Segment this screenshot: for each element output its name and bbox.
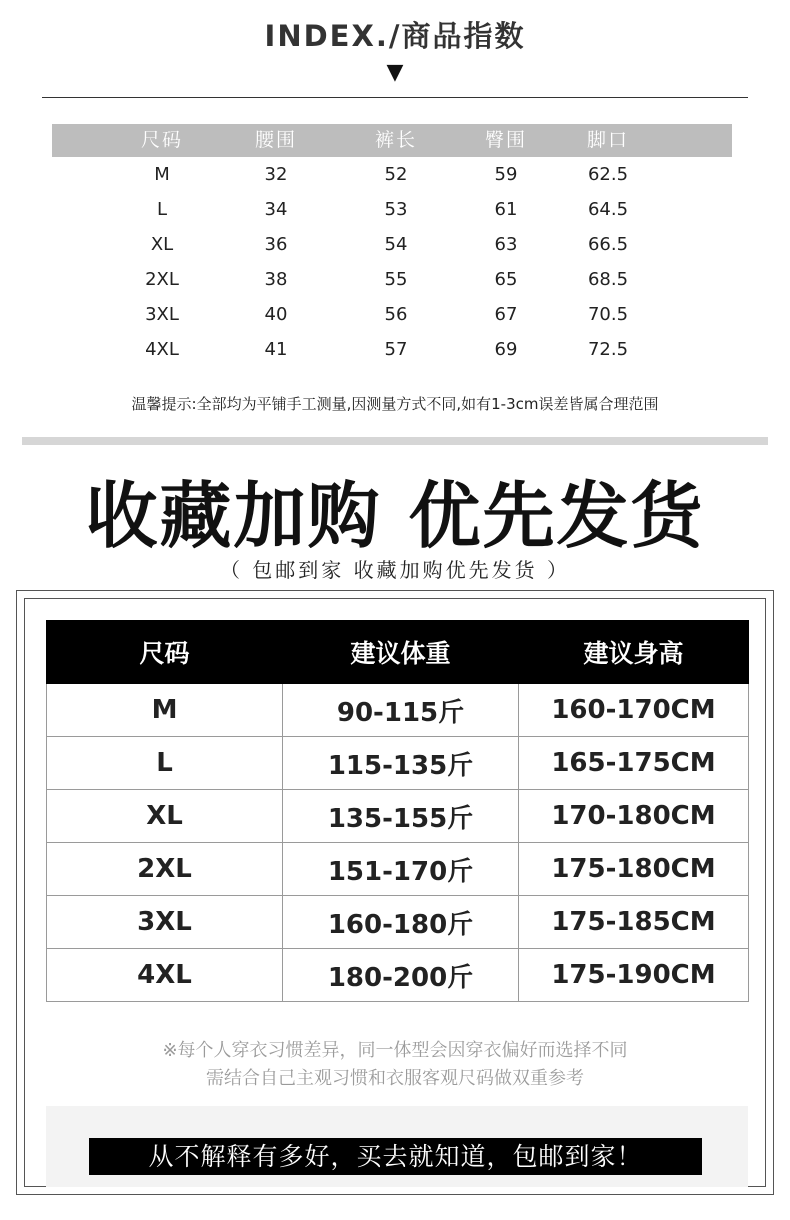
table-cell: 70.5: [587, 304, 629, 325]
table-cell: XL: [150, 234, 174, 255]
table-row: [52, 157, 732, 192]
table-cell: 55: [384, 269, 408, 290]
promo-subtitle: （ 包邮到家 收藏加购优先发货 ）: [219, 558, 571, 582]
table-row: [47, 949, 749, 1002]
header-cell-hip: 臀围: [484, 129, 528, 151]
table-cell: 57: [384, 339, 408, 360]
table-row: [52, 262, 732, 297]
table-cell: 175-185CM: [519, 896, 749, 949]
page-title: INDEX./商品指数: [264, 19, 526, 53]
table-cell: 32: [264, 164, 288, 185]
header-divider: [42, 97, 748, 98]
table-row: [47, 843, 749, 896]
fit-advice-note: [0, 1037, 790, 1093]
table-header-row: [47, 621, 749, 684]
table-row: [47, 737, 749, 790]
table-cell: 34: [264, 199, 288, 220]
table-cell: 175-180CM: [519, 843, 749, 896]
table-cell: 53: [384, 199, 408, 220]
table-cell: 3XL: [47, 896, 283, 949]
table-row: [52, 297, 732, 332]
table-cell: 3XL: [145, 304, 179, 325]
table-cell: 2XL: [145, 269, 179, 290]
table-cell: 170-180CM: [519, 790, 749, 843]
table-cell: 52: [384, 164, 408, 185]
table-cell: 4XL: [145, 339, 179, 360]
table-cell: L: [47, 737, 283, 790]
table-cell: 135-155斤: [283, 790, 519, 843]
table-cell: 160-170CM: [519, 684, 749, 737]
table-cell: 65: [494, 269, 518, 290]
table-row: [47, 896, 749, 949]
table-row: [52, 227, 732, 262]
header-cell-hem: 脚口: [586, 129, 630, 151]
table-cell: 2XL: [47, 843, 283, 896]
fit-advice-line: ※每个人穿衣习惯差异，同一体型会因穿衣偏好而选择不同: [162, 1040, 628, 1061]
table-cell: 41: [264, 339, 288, 360]
table-cell: M: [154, 164, 170, 185]
header-cell-size: 尺码: [140, 129, 184, 151]
table-cell: 90-115斤: [283, 684, 519, 737]
table-cell: 69: [494, 339, 518, 360]
table-cell: 62.5: [587, 164, 629, 185]
table-row: [47, 684, 749, 737]
section-divider: [22, 437, 768, 445]
table-cell: 63: [494, 234, 518, 255]
table-cell: XL: [47, 790, 283, 843]
measurement-table-header: [52, 124, 732, 157]
header-cell-length: 裤长: [374, 129, 418, 151]
table-cell: 4XL: [47, 949, 283, 1002]
measurement-table: [52, 124, 732, 367]
table-cell: 72.5: [587, 339, 629, 360]
down-arrow-icon: ▼: [386, 60, 404, 85]
header-cell-height: 建议身高: [519, 621, 749, 684]
table-cell: 151-170斤: [283, 843, 519, 896]
table-row: [52, 192, 732, 227]
size-recommendation-table: [46, 620, 749, 1002]
table-cell: M: [47, 684, 283, 737]
table-cell: 115-135斤: [283, 737, 519, 790]
table-row: [52, 332, 732, 367]
table-cell: 175-190CM: [519, 949, 749, 1002]
table-cell: 180-200斤: [283, 949, 519, 1002]
table-cell: 40: [264, 304, 288, 325]
fit-advice-line: 需结合自己主观习惯和衣服客观尺码做双重参考: [206, 1068, 584, 1089]
header-cell-waist: 腰围: [254, 129, 298, 151]
header-cell-size: 尺码: [47, 621, 283, 684]
table-cell: L: [156, 199, 168, 220]
table-cell: 67: [494, 304, 518, 325]
slogan-banner: 从不解释有多好，买去就知道，包邮到家！: [89, 1138, 702, 1175]
table-cell: 59: [494, 164, 518, 185]
table-cell: 165-175CM: [519, 737, 749, 790]
table-row: [47, 790, 749, 843]
table-cell: 56: [384, 304, 408, 325]
table-cell: 38: [264, 269, 288, 290]
header-cell-weight: 建议体重: [283, 621, 519, 684]
table-cell: 68.5: [587, 269, 629, 290]
promo-title: 收藏加购 优先发货: [85, 474, 705, 558]
measurement-note: 温馨提示:全部均为平铺手工测量,因测量方式不同,如有1-3cm误差皆属合理范围: [131, 395, 659, 413]
table-cell: 160-180斤: [283, 896, 519, 949]
table-cell: 61: [494, 199, 518, 220]
table-cell: 66.5: [587, 234, 629, 255]
table-cell: 64.5: [587, 199, 629, 220]
table-cell: 54: [384, 234, 408, 255]
table-cell: 36: [264, 234, 288, 255]
